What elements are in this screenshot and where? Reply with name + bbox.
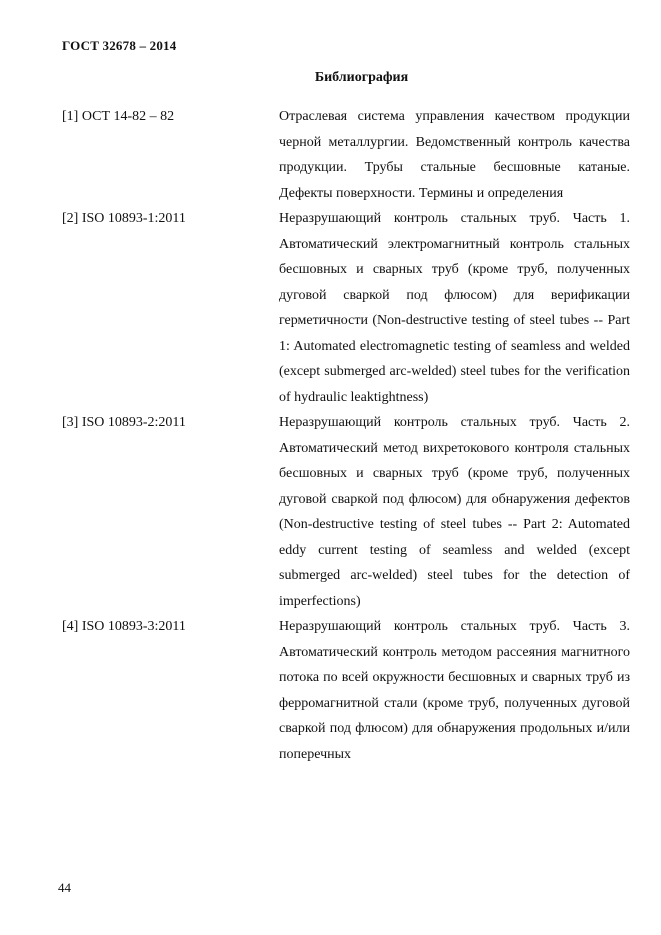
page-number: 44 — [58, 880, 71, 895]
section-title: Библиография — [314, 70, 409, 85]
bibliography-entry — [62, 206, 630, 410]
bibliography-entry — [62, 614, 630, 767]
bibliography-entry — [62, 410, 630, 614]
entry-reference: [3] ISO 10893-2:2011 — [62, 415, 186, 430]
entry-reference: [2] ISO 10893-1:2011 — [62, 211, 186, 226]
entry-description: Неразрушающий контроль стальных труб. Часть 3. Автоматический контроль методом рассеяния магнитного потока по всей окружности бесшовных и сварных труб из ферромагнитной стали (кроме труб, полученных дуговой сваркой под флюсом) для обнаружения продольных и/или поперечных — [279, 619, 630, 762]
entry-description: Неразрушающий контроль стальных труб. Часть 1. Автоматический электромагнитный контроль стальных бесшовных и сварных труб (кроме труб, полученных дуговой сваркой под флюсом) для верификации герметичности (Non-destructive testing of steel tubes -- Part 1: Automated electromagnetic testing of seamless and welded (except submerged arc-welded) steel tubes for the verification of hydraulic leaktightness) — [279, 211, 630, 405]
bibliography-entry — [62, 104, 630, 206]
entry-reference: [1] ОСТ 14-82 – 82 — [62, 109, 175, 124]
bibliography-list — [62, 104, 630, 767]
entry-description: Неразрушающий контроль стальных труб. Часть 2. Автоматический метод вихретокового контроля стальных бесшовных и сварных труб (кроме труб, полученных дуговой сваркой под флюсом) для обнаружения дефектов (Non-destructive testing of steel tubes -- Part 2: Automated eddy current testing of seamless and welded (except submerged arc-welded) steel tubes for the detection of imperfections) — [279, 415, 630, 609]
document-header: ГОСТ 32678 – 2014 — [62, 38, 177, 53]
entry-reference: [4] ISO 10893-3:2011 — [62, 619, 186, 634]
entry-description: Отраслевая система управления качеством продукции черной металлургии. Ведомственный контроль качества продукции. Трубы стальные бесшовные катаные. Дефекты поверхности. Термины и определения — [279, 109, 630, 201]
